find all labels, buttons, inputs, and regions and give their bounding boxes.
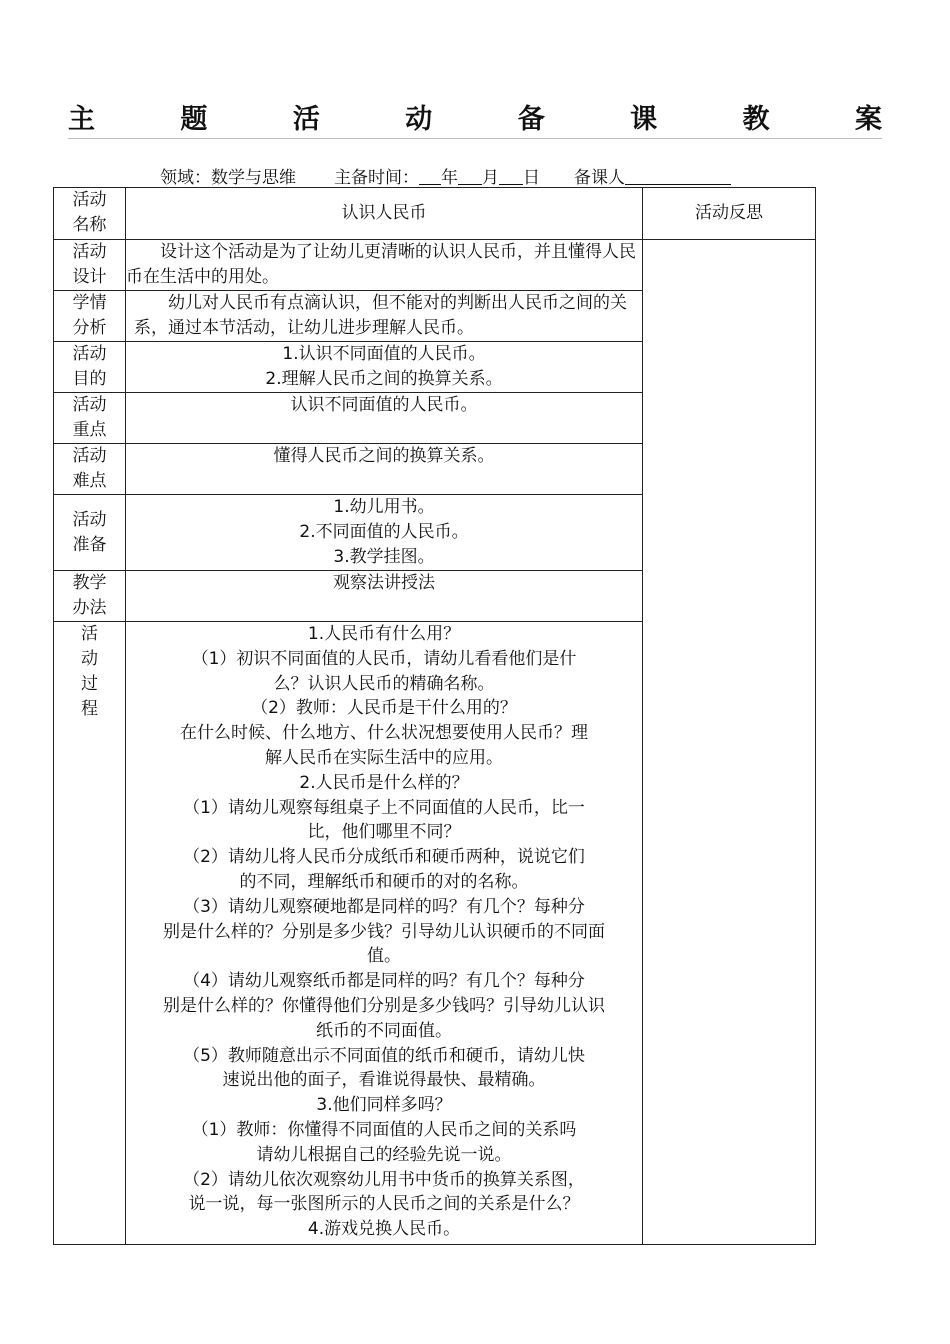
title-divider: [68, 138, 882, 139]
process-line: 么？认识人民币的精确名称。: [273, 673, 495, 694]
process-line: 解人民币在实际生活中的应用。: [265, 747, 503, 768]
process-line: （2）教师：人民币是干什么用的？: [251, 698, 517, 719]
title-char: 课: [630, 103, 658, 135]
process-line: 1.人民币有什么用？: [307, 624, 461, 644]
prep-label: 活动准备: [54, 495, 126, 571]
difficulty-text: 懂得人民币之间的换算关系。: [126, 444, 643, 495]
process-line: 请幼儿根据自己的经验先说一说。: [256, 1144, 512, 1165]
activity-name-label: 活动名称: [54, 188, 126, 240]
meta-line: [160, 162, 731, 188]
year-blank[interactable]: [419, 165, 441, 185]
method-label: 教学办法: [54, 571, 126, 622]
process-line: 的不同，理解纸币和硬币的对的名称。: [239, 871, 529, 892]
process-label: 活 动 过 程: [54, 622, 126, 1245]
process-line: 3.他们同样多吗？: [316, 1095, 452, 1116]
process-line: 说一说，每一张图所示的人民币之间的关系是什么？: [188, 1194, 580, 1215]
title-char: 备: [517, 103, 545, 135]
preparer-label: 备课人: [574, 167, 625, 188]
process-line: 2.人民币是什么样的？: [299, 772, 469, 793]
prep-item: 1.幼儿用书。: [333, 497, 435, 517]
process-line: 比，他们哪里不同？: [307, 822, 461, 843]
table-row: [54, 188, 816, 240]
month-label: 月: [482, 167, 499, 188]
process-line: （4）请幼儿观察纸币都是同样的吗？有几个？每种分: [183, 971, 585, 992]
reflection-cell[interactable]: [643, 240, 816, 1245]
lesson-plan-table: [53, 187, 816, 1245]
process-line: （2）请幼儿依次观察幼儿用书中货币的换算关系图，: [183, 1169, 585, 1190]
day-blank[interactable]: [499, 165, 523, 185]
title-char: 题: [180, 103, 208, 135]
day-label: 日: [523, 167, 540, 188]
process-line: （5）教师随意出示不同面值的纸币和硬币，请幼儿快: [183, 1045, 585, 1066]
process-line: 速说出他的面子，看谁说得最快、最精确。: [222, 1070, 546, 1091]
process-line: 别是什么样的？分别是多少钱？引导幼儿认识硬币的不同面: [163, 921, 605, 942]
process-steps: [126, 622, 643, 1245]
page-title: [68, 96, 882, 136]
process-line: （1）请幼儿观察每组桌子上不同面值的人民币，比一: [183, 797, 585, 818]
activity-name-value: 认识人民币: [126, 188, 643, 240]
key-point-label: 活动重点: [54, 393, 126, 444]
title-char: 动: [405, 103, 433, 135]
goal-item: 1.认识不同面值的人民币。: [282, 344, 486, 364]
goal-item: 2.理解人民币之间的换算关系。: [265, 369, 503, 389]
difficulty-label: 活动难点: [54, 444, 126, 495]
prep-item: 2.不同面值的人民币。: [299, 522, 469, 542]
preparer-blank[interactable]: [625, 165, 731, 185]
prep-item: 3.教学挂图。: [333, 547, 435, 567]
title-char: 教: [742, 103, 770, 135]
title-char: 主: [68, 103, 95, 135]
design-label: 活动设计: [54, 240, 126, 291]
table-row: [54, 240, 816, 291]
design-text: 设计这个活动是为了让幼儿更清晰的认识人民币，并且懂得人民币在生活中的用处。: [126, 240, 643, 291]
method-text: 观察法讲授法: [126, 571, 643, 622]
process-line: 纸币的不同面值。: [316, 1020, 452, 1041]
title-char: 活: [292, 103, 320, 135]
goals-label: 活动目的: [54, 342, 126, 393]
analysis-text: 幼儿对人民币有点滴认识，但不能对的判断出人民币之间的关系，通过本节活动，让幼儿进步理解人民币。: [126, 291, 643, 342]
year-label: 年: [441, 167, 458, 188]
process-line: 别是什么样的？你懂得他们分别是多少钱吗？引导幼儿认识: [163, 995, 605, 1016]
analysis-label: 学情分析: [54, 291, 126, 342]
goals-list: [126, 342, 643, 393]
process-line: 值。: [367, 946, 401, 967]
process-line: 4.游戏兑换人民币。: [307, 1219, 461, 1240]
process-line: （3）请幼儿观察硬地都是同样的吗？有几个？每种分: [183, 896, 585, 917]
month-blank[interactable]: [458, 165, 482, 185]
process-line: （2）请幼儿将人民币分成纸币和硬币两种，说说它们: [183, 847, 585, 868]
key-point-text: 认识不同面值的人民币。: [126, 393, 643, 444]
process-line: （1）初识不同面值的人民币，请幼儿看看他们是什: [191, 648, 577, 669]
time-label: 主备时间：: [334, 167, 419, 188]
prep-list: [126, 495, 643, 571]
domain-label: 领域：数学与思维: [160, 167, 296, 188]
process-line: 在什么时候、什么地方、什么状况想要使用人民币？理: [180, 723, 588, 744]
title-char: 案: [854, 103, 882, 135]
reflection-header: 活动反思: [643, 188, 816, 240]
process-line: （1）教师：你懂得不同面值的人民币之间的关系吗: [191, 1119, 577, 1140]
